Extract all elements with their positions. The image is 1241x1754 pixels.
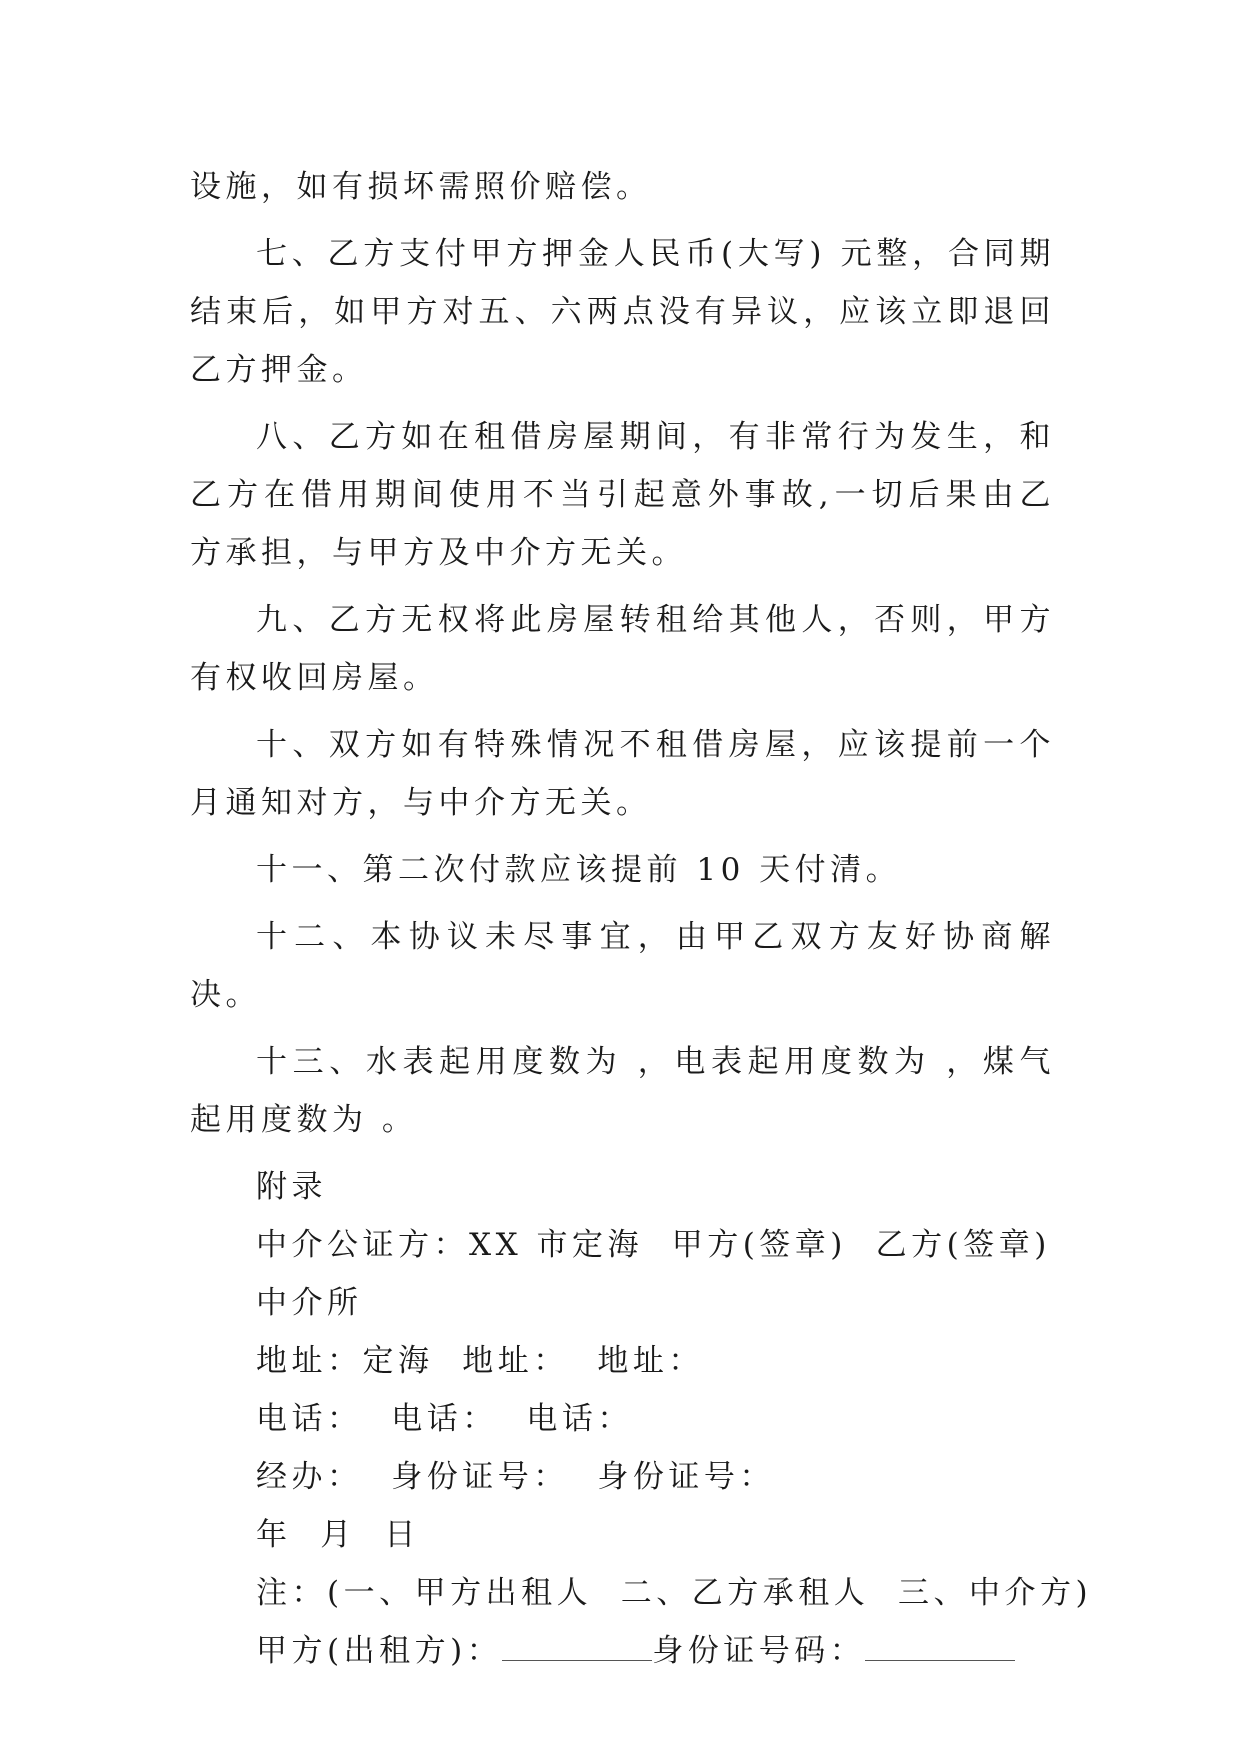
clause-7-deposit: 七、乙方支付甲方押金人民币(大写) 元整，合同期结束后，如甲方对五、六两点没有异议，应该立即退回乙方押金。 — [190, 236, 1055, 388]
address-line: 地址：定海 地址： 地址： — [256, 1343, 704, 1379]
clause-10-termination: 十、双方如有特殊情况不租借房屋，应该提前一个月通知对方，与中介方无关。 — [190, 727, 1055, 821]
phone-line: 电话： 电话： 电话： — [256, 1401, 633, 1437]
clause-12-other: 十二、本协议未尽事宜，由甲乙双方友好协商解决。 — [190, 919, 1055, 1013]
agency-signature-line: 中介公证方：XX 市定海 甲方(签章) 乙方(签章) — [256, 1227, 1051, 1263]
clause-8-liability: 八、乙方如在租借房屋期间，有非常行为发生，和乙方在借用期间使用不当引起意外事故,一切后果由乙方承担，与甲方及中介方无关。 — [190, 419, 1055, 571]
paragraph-continuation: 设施，如有损坏需照价赔偿。 — [190, 169, 652, 205]
contract-body — [190, 158, 1093, 1680]
landlord-label: 甲方(出租方)： — [256, 1633, 503, 1669]
clause-11-payment: 十一、第二次付款应该提前 10 天付清。 — [256, 852, 902, 888]
landlord-name-blank — [502, 1638, 652, 1661]
clause-9-sublet: 九、乙方无权将此房屋转租给其他人，否则，甲方有权收回房屋。 — [190, 602, 1055, 696]
note-line: 注：(一、甲方出租人 二、乙方承租人 三、中介方) — [256, 1575, 1093, 1611]
appendix-title: 附录 — [256, 1169, 327, 1205]
landlord-line — [256, 1622, 1055, 1680]
agency-name: 中介所 — [256, 1285, 363, 1321]
id-number-label: 身份证号码： — [652, 1633, 866, 1669]
clause-13-meters: 十三、水表起用度数为 ，电表起用度数为 ，煤气起用度数为 。 — [190, 1044, 1055, 1138]
id-number-blank — [865, 1638, 1015, 1661]
date-line: 年 月 日 — [256, 1517, 420, 1553]
id-line: 经办： 身份证号： 身份证号： — [256, 1459, 775, 1495]
